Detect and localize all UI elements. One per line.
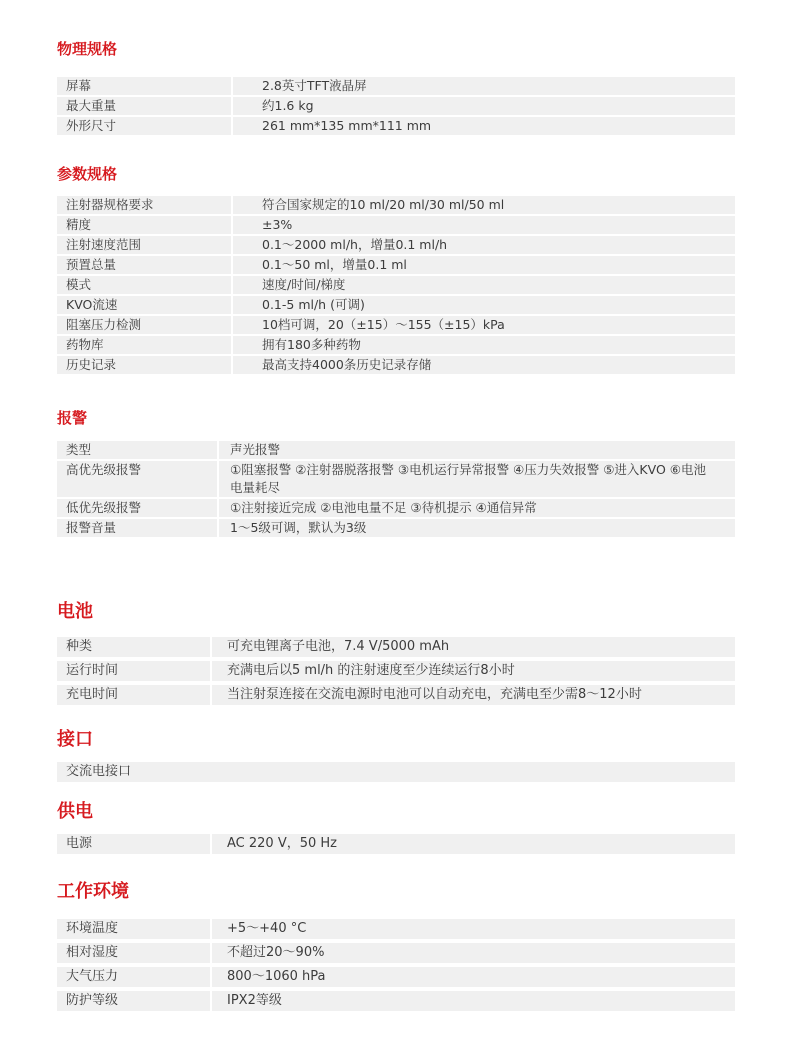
- row-label: 交流电接口: [66, 764, 132, 779]
- row-label: 外形尺寸: [66, 118, 117, 133]
- table-row: [57, 336, 735, 354]
- row-label: 高优先级报警: [66, 462, 142, 477]
- section-title-power: 供电: [57, 801, 93, 822]
- row-value: 不超过20～90%: [227, 945, 325, 960]
- row-value: 可充电锂离子电池，7.4 V/5000 mAh: [227, 639, 450, 654]
- table-row: [57, 834, 735, 854]
- row-label: 药物库: [66, 337, 104, 352]
- row-label: 相对湿度: [66, 945, 119, 960]
- row-value: 10档可调，20（±15）～155（±15）kPa: [262, 317, 505, 332]
- section-title-battery: 电池: [57, 601, 93, 622]
- section-title-alarm: 报警: [57, 409, 88, 427]
- row-value: 拥有180多种药物: [262, 337, 361, 352]
- table-row: [57, 519, 735, 537]
- row-value: 声光报警: [230, 442, 281, 457]
- row-value: IPX2等级: [227, 993, 282, 1008]
- row-label: 预置总量: [66, 257, 117, 272]
- table-row: [57, 276, 735, 294]
- table-row: [57, 441, 735, 459]
- row-value: 当注射泵连接在交流电源时电池可以自动充电，充满电至少需8～12小时: [227, 687, 642, 702]
- environment-table: [57, 919, 735, 1015]
- table-row: [57, 316, 735, 334]
- row-label: 历史记录: [66, 357, 117, 372]
- table-row: [57, 461, 735, 497]
- row-value: 1～5级可调，默认为3级: [230, 520, 367, 535]
- section-title-environment: 工作环境: [57, 881, 129, 902]
- table-row: [57, 77, 735, 95]
- row-value: AC 220 V，50 Hz: [227, 836, 337, 851]
- row-label: 大气压力: [66, 969, 119, 984]
- row-value: ①阻塞报警 ②注射器脱落报警 ③电机运行异常报警 ④压力失效报警 ⑤进入KVO ⑥电池电量耗尽: [230, 462, 706, 495]
- power-table: [57, 834, 735, 858]
- row-label: 充电时间: [66, 687, 119, 702]
- row-value: 0.1-5 ml/h (可调): [262, 297, 365, 312]
- table-row: [57, 356, 735, 374]
- row-label: 注射速度范围: [66, 237, 142, 252]
- row-value: +5～+40 °C: [227, 921, 307, 936]
- row-value: 充满电后以5 ml/h 的注射速度至少连续运行8小时: [227, 663, 515, 678]
- row-value: 0.1～2000 ml/h，增量0.1 ml/h: [262, 237, 448, 252]
- table-row: [57, 967, 735, 987]
- table-row: [57, 236, 735, 254]
- table-row: [57, 762, 735, 782]
- table-row: [57, 919, 735, 939]
- row-value: 速度/时间/梯度: [262, 277, 346, 292]
- row-label: 阻塞压力检测: [66, 317, 142, 332]
- table-row: [57, 196, 735, 214]
- battery-table: [57, 637, 735, 709]
- row-value: ①注射接近完成 ②电池电量不足 ③待机提示 ④通信异常: [230, 500, 537, 515]
- param-spec-table: [57, 196, 735, 376]
- row-label: KVO流速: [66, 297, 118, 312]
- row-value: 0.1～50 ml，增量0.1 ml: [262, 257, 407, 272]
- section-title-interface: 接口: [57, 729, 93, 750]
- table-row: [57, 637, 735, 657]
- table-row: [57, 296, 735, 314]
- row-value: 800～1060 hPa: [227, 969, 326, 984]
- row-label: 环境温度: [66, 921, 119, 936]
- row-label: 类型: [66, 442, 92, 457]
- row-value: 符合国家规定的10 ml/20 ml/30 ml/50 ml: [262, 197, 505, 212]
- table-row: [57, 943, 735, 963]
- row-label: 低优先级报警: [66, 500, 142, 515]
- physical-spec-table: [57, 77, 735, 137]
- table-row: [57, 117, 735, 135]
- row-label: 报警音量: [66, 520, 117, 535]
- row-label: 屏幕: [66, 78, 92, 93]
- alarm-table: [57, 441, 735, 539]
- interface-table: [57, 762, 735, 786]
- row-label: 运行时间: [66, 663, 119, 678]
- row-label: 模式: [66, 277, 92, 292]
- row-label: 种类: [66, 639, 93, 654]
- table-row: [57, 991, 735, 1011]
- table-row: [57, 97, 735, 115]
- section-title-params: 参数规格: [57, 165, 118, 183]
- table-row: [57, 499, 735, 517]
- table-row: [57, 256, 735, 274]
- row-label: 最大重量: [66, 98, 117, 113]
- table-row: [57, 216, 735, 234]
- row-label: 精度: [66, 217, 92, 232]
- row-label: 注射器规格要求: [66, 197, 154, 212]
- row-label: 防护等级: [66, 993, 119, 1008]
- row-value: 261 mm*135 mm*111 mm: [262, 118, 432, 133]
- row-value: 约1.6 kg: [262, 98, 314, 113]
- row-value: ±3%: [262, 217, 293, 232]
- section-title-physical: 物理规格: [57, 40, 118, 58]
- row-value: [57, 762, 735, 782]
- row-value: 2.8英寸TFT液晶屏: [262, 78, 367, 93]
- row-value: 最高支持4000条历史记录存储: [262, 357, 432, 372]
- table-row: [57, 685, 735, 705]
- row-label: 电源: [66, 836, 93, 851]
- table-row: [57, 661, 735, 681]
